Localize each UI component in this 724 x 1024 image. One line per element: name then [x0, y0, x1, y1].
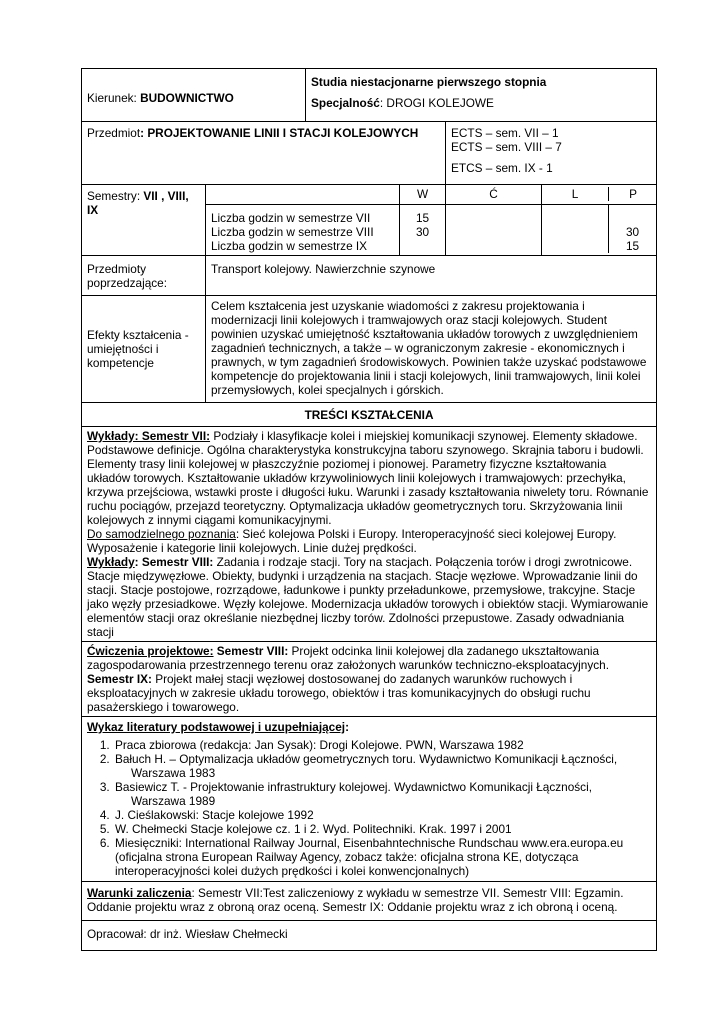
ects-sem8: ECTS – sem. VIII – 7: [451, 140, 562, 154]
hours-labels: [206, 205, 400, 256]
kierunek-value: BUDOWNICTWO: [140, 91, 234, 105]
samodzielne-text: : Sieć kolejowa Polski i Europy. Interoperacyjność sieci kolejowej Europy. Wyposażenie i kategorie linii kolejowych. Linie dużej prędkości.: [87, 527, 617, 555]
p-value-8: 30: [625, 225, 640, 239]
przedmiot-label: Przedmiot: [87, 126, 141, 140]
poprzedzajace-value: Transport kolejowy. Nawierzchnie szynowe: [206, 256, 657, 296]
cwiczenia-text9: Projekt małej stacji węzłowej dostosowanej do zadanych warunków ruchowych i eksploatacyjnych w zakresie układu torowego, obiektów i tras komunikacyjnych do obsługi ruchu pasażerskiego i towarowego.: [87, 672, 591, 714]
lp-values: [542, 205, 657, 256]
w-value-7: 15: [415, 211, 430, 225]
semestry-cell: [82, 185, 206, 256]
kierunek-label: Kierunek:: [87, 91, 141, 105]
warunki-text: : Semestr VII:Test zaliczeniowy z wykładu w semestrze VII. Semestr VIII: Egzamin. Oddanie projektu wraz z obroną oraz oceną. Semestr IX: Oddanie projektu wraz z ich obroną i oceną.: [87, 886, 624, 914]
col-l: L: [571, 187, 579, 201]
literatura-colon: :: [345, 720, 350, 734]
cwiczenia-cell: [82, 642, 657, 717]
col-c: Ć: [446, 185, 542, 205]
literatura-item: 1. Praca zbiorowa (redakcja: Jan Sysak): Drogi Kolejowe. PWN, Warszawa 1982: [113, 738, 651, 752]
przedmiot-cell: [82, 122, 446, 185]
hours-label-9: Liczba godzin w semestrze IX: [211, 239, 368, 253]
cwiczenia-sem9: Semestr IX:: [87, 672, 152, 686]
hours-header-blank: [206, 185, 400, 205]
wyklady-text: Podziały i klasyfikacje kolei i miejskiej komunikacji szynowej. Elementy składowe. Podstawowe definicje. Ogólna charakterystyka konstrukcyjna taboru szynowego. Skrajnia taboru i budowli. Elementy trasy linii kolejowej w płaszczyźnie poziomej i pionowej. Parametry fizyczne kształtowania układów torowych. Kształtowanie układów krzywoliniowych linii kolejowych i tramwajowych: przechyłka, krzywa przejściowa, wstawki proste i długości łuku. Warunki i zasady kształtowania niwelety toru. Równanie ruchu pociągów, przejazd teoretyczny. Optymalizacja układów geometrycznych toru. Skrzyżowania linii kolejowych z innymi ciągami komunikacyjnymi.: [87, 429, 649, 527]
hours-label-8: Liczba godzin w semestrze VIII: [211, 225, 374, 239]
ects-sem9: ETCS – sem. IX - 1: [451, 161, 553, 175]
col-w: W: [400, 185, 446, 205]
col-l-p: [542, 185, 657, 205]
studia-cell: [306, 69, 657, 122]
ects-sem7: ECTS – sem. VII – 1: [451, 126, 559, 140]
efekty-value: Celem kształcenia jest uzyskanie wiadomości z zakresu projektowania i modernizacji linii kolejowych i tramwajowych oraz stacji kolejowych. Student powinien uzyskać umiejętność kształtowania układów torowych z uwzględnieniem zagadnień technicznych, a także – w ograniczonym zakresie - ekonomicznych i prawnych, w tym zagadnień środowiskowych. Powinien także uzyskać podstawowe kompetencje do projektowania linii i stacji kolejowych, linii tramwajowych, linii kolei przemysłowych, kolei specjalnych i górskich.: [206, 296, 657, 403]
literatura-list: [87, 738, 651, 878]
ects-cell: [446, 122, 657, 185]
literatura-label: Wykaz literatury podstawowej i uzupełniającej: [87, 720, 346, 734]
literatura-item: 3. Basiewicz T. - Projektowanie infrastruktury kolejowej. Wydawnictwo Komunikacji Łączności, Warszawa 1989: [113, 780, 651, 808]
samodzielne-label: Do samodzielnego poznania: [87, 527, 236, 541]
literatura-cell: [82, 717, 657, 882]
hours-label-7: Liczba godzin w semestrze VII: [211, 211, 371, 225]
kierunek-cell: [82, 69, 306, 122]
c-values: [446, 205, 542, 256]
cwiczenia-label: Ćwiczenia projektowe:: [87, 644, 214, 658]
w-value-8: 30: [415, 225, 430, 239]
semestry-label: Semestry:: [87, 189, 144, 203]
col-p: P: [608, 187, 657, 201]
warunki-cell: [82, 882, 657, 921]
literatura-item: 4. J. Cieślakowski: Stacje kolejowe 1992: [113, 808, 651, 822]
tresci-title: TREŚCI KSZTAŁCENIA: [82, 403, 657, 427]
wyklady8-sub: : Semestr VIII:: [134, 555, 214, 569]
cwiczenia-sem8: Semestr VIII:: [213, 644, 289, 658]
literatura-item: 5. W. Chełmecki Stacje kolejowe cz. 1 i 2. Wyd. Politechniki. Krak. 1997 i 2001: [113, 822, 651, 836]
cwiczenia-text8: Projekt odcinka linii kolejowej dla zadanego ukształtowania zagospodarowania przestrzennego terenu oraz założonych warunków techniczno-eksploatacyjnych.: [87, 644, 609, 672]
specjalnosc-label: Specjalność: [311, 96, 380, 110]
literatura-item: 2. Bałuch H. – Optymalizacja układów geometrycznych toru. Wydawnictwo Komunikacji Łączności, Warszawa 1983: [113, 752, 651, 780]
specjalnosc: [311, 96, 651, 110]
studia-type: Studia niestacjonarne pierwszego stopnia: [311, 75, 547, 89]
w-values: [400, 205, 446, 256]
wyklady8-text: Zadania i rodzaje stacji. Tory na stacjach. Połączenia torów i drogi zwrotnicowe. Stacje międzywęzłowe. Obiekty, budynki i urządzenia na stacjach. Stacje węzłowe. Wprowadzanie linii do stacji. Stacje postojowe, rozrządowe, ładunkowe i punkty przeładunkowe, przemysłowe, trakcyjne. Stacje jako węzły przesiadkowe. Węzły kolejowe. Modernizacja układów torowych i obiektów stacji. Wymiarowanie elementów stacji oraz określanie niezbędnej liczby torów. Zdolności przepustowe. Zasady odwadniania stacji: [87, 555, 649, 639]
wyklady8-label: Wykłady: [87, 555, 135, 569]
warunki-label: Warunki zaliczenia: [87, 886, 192, 900]
specjalnosc-value: : DROGI KOLEJOWE: [379, 96, 494, 110]
przedmiot-value: : PROJEKTOWANIE LINII I STACJI KOLEJOWYCH: [140, 126, 419, 140]
p-value-7: [609, 211, 656, 225]
wyklady-label: Wykłady: Semestr VII:: [87, 429, 211, 443]
poprzedzajace-label: Przedmioty poprzedzające:: [82, 256, 206, 296]
wyklady-cell: [82, 427, 657, 642]
semestry-value: VII , VIII, IX: [87, 189, 189, 217]
opracowal: Opracował: dr inż. Wiesław Chełmecki: [82, 921, 657, 951]
syllabus-table: [81, 68, 657, 951]
literatura-item: 6. Miesięczniki: International Railway Journal, Eisenbahntechnische Rundschau www.era.europa.eu (oficjalna strona European Railway Agency, zobacz także: oficjalna strona KE, dotycząca interoperacyjności kolei dużych prędkości i kolei konwencjonalnych): [113, 836, 651, 878]
p-value-9: 15: [625, 239, 640, 253]
efekty-label: Efekty kształcenia - umiejętności i kompetencje: [82, 296, 206, 403]
